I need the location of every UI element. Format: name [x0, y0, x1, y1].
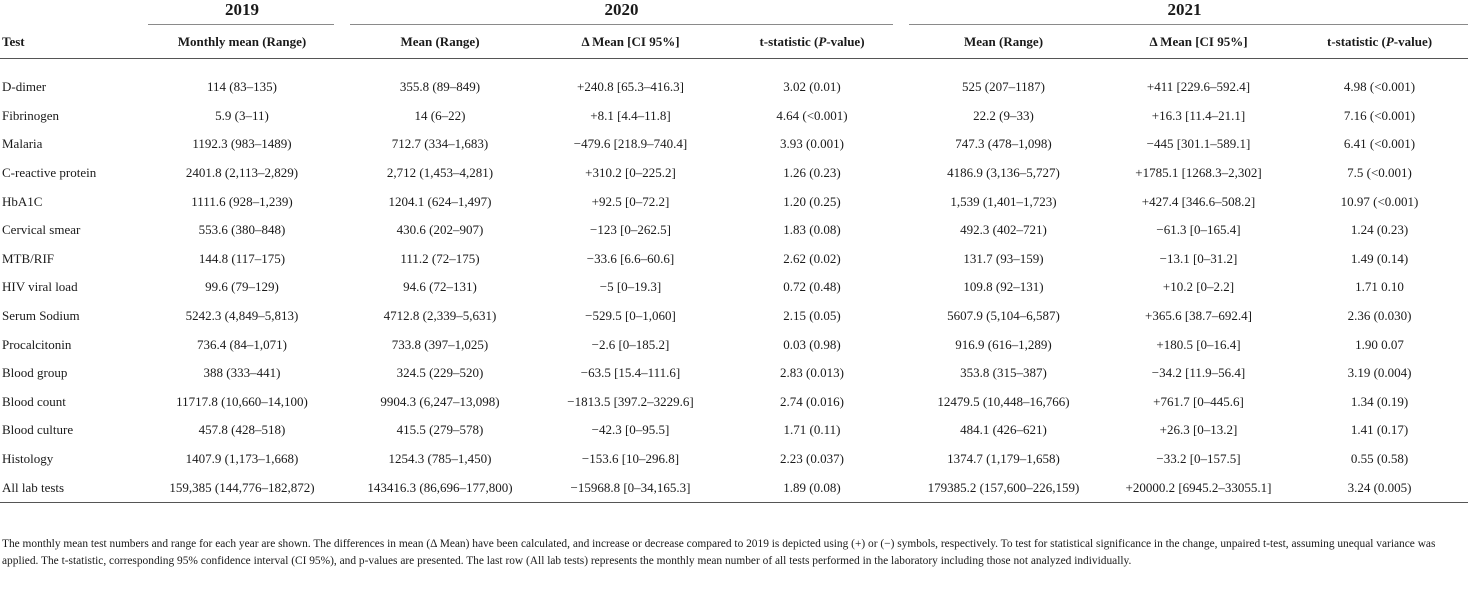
cell-2021-mean: 1374.7 (1,179–1,658)	[947, 451, 1060, 467]
cell-2019-monthly-mean: 1407.9 (1,173–1,668)	[185, 451, 299, 467]
table-row	[0, 302, 1468, 331]
header-2021-mean: Mean (Range)	[901, 26, 1106, 59]
cell-2019-monthly-mean: 457.8 (428–518)	[198, 422, 286, 438]
cell-2021-delta: −13.1 [0–31.2]	[1159, 250, 1238, 266]
cell-2020-delta: −153.6 [10–296.8]	[581, 451, 680, 467]
cell-2021-t-statistic: 10.97 (<0.001)	[1340, 193, 1419, 209]
cell-2020-delta: −15968.8 [0–34,165.3]	[538, 473, 723, 502]
cell-2021-t-statistic: 6.41 (<0.001)	[1343, 136, 1416, 152]
cell-test-name: Fibrinogen	[2, 107, 60, 123]
cell-2019-monthly-mean: 11717.8 (10,660–14,100)	[176, 393, 308, 409]
cell-2019-monthly-mean: 736.4 (84–1,071)	[197, 336, 287, 352]
cell-test-name: HbA1C	[2, 193, 43, 209]
cell-2021-t-statistic: 7.16 (<0.001)	[1343, 107, 1416, 123]
p-letter: P	[818, 34, 827, 49]
cell-2021-t-statistic: 1.71 0.10	[1355, 279, 1404, 295]
cell-2021-delta: +761.7 [0–445.6]	[1153, 393, 1244, 409]
cell-2020-t-statistic: 2.62 (0.02)	[783, 250, 841, 266]
cell-2021-mean: 1,539 (1,401–1,723)	[950, 193, 1057, 209]
cell-2020-t-statistic: 2.15 (0.05)	[783, 308, 841, 324]
year-2019-header	[142, 0, 342, 26]
cell-2020-t-statistic: 0.03 (0.98)	[783, 336, 841, 352]
cell-2021-mean: 12479.5 (10,448–16,766)	[937, 393, 1070, 409]
cell-2020-t-statistic: 1.20 (0.25)	[783, 193, 841, 209]
table-row	[0, 216, 1468, 245]
cell-2020-delta: −479.6 [218.9–740.4]	[573, 136, 688, 152]
cell-2021-delta: +16.3 [11.4–21.1]	[1151, 107, 1246, 123]
cell-2020-t-statistic: 1.26 (0.23)	[783, 165, 841, 181]
table-body	[0, 59, 1468, 503]
cell-2021-t-statistic: 1.24 (0.23)	[1350, 222, 1409, 238]
cell-2020-t-statistic: 2.83 (0.013)	[780, 365, 844, 381]
cell-test-name: All lab tests	[0, 473, 142, 502]
table-row	[0, 159, 1468, 188]
cell-2019-monthly-mean: 1192.3 (983–1489)	[192, 136, 292, 152]
cell-2021-mean: 5607.9 (5,104–6,587)	[947, 308, 1060, 324]
cell-2020-mean: 324.5 (229–520)	[396, 365, 484, 381]
table-row	[0, 330, 1468, 359]
year-2021-rule	[909, 24, 1468, 25]
cell-2021-delta: +427.4 [346.6–508.2]	[1141, 193, 1256, 209]
header-2020-delta: Δ Mean [CI 95%]	[538, 26, 723, 59]
cell-2020-mean: 1254.3 (785–1,450)	[388, 451, 492, 467]
cell-2021-mean: 179385.2 (157,600–226,159)	[901, 473, 1106, 502]
cell-2019-monthly-mean: 5242.3 (4,849–5,813)	[185, 308, 299, 324]
cell-2020-delta: −5 [0–19.3]	[599, 279, 662, 295]
cell-2020-t-statistic: 1.89 (0.08)	[723, 473, 901, 502]
cell-2020-mean: 733.8 (397–1,025)	[391, 336, 489, 352]
cell-2019-monthly-mean: 114 (83–135)	[207, 79, 277, 95]
cell-2020-mean: 712.7 (334–1,683)	[391, 136, 489, 152]
cell-2021-t-statistic: 3.24 (0.005)	[1291, 473, 1468, 502]
cell-2021-delta: +10.2 [0–2.2]	[1162, 279, 1235, 295]
cell-2021-mean: 4186.9 (3,136–5,727)	[947, 165, 1060, 181]
cell-2021-delta: +411 [229.6–592.4]	[1146, 79, 1251, 95]
cell-test-name: Cervical smear	[2, 222, 81, 238]
year-spacer	[0, 0, 142, 26]
cell-test-name: HIV viral load	[2, 279, 78, 295]
cell-2020-mean: 415.5 (279–578)	[396, 422, 484, 438]
year-header-row	[0, 0, 1468, 26]
cell-2021-delta: −445 [301.1–589.1]	[1146, 136, 1251, 152]
year-2019-rule	[148, 24, 334, 25]
cell-2020-delta: −2.6 [0–185.2]	[591, 336, 670, 352]
table-row	[0, 473, 1468, 502]
cell-2020-delta: +8.1 [4.4–11.8]	[590, 107, 671, 123]
year-2021-header	[901, 0, 1468, 26]
cell-test-name: D-dimer	[2, 79, 47, 95]
cell-2020-delta: +310.2 [0–225.2]	[585, 165, 676, 181]
cell-2021-t-statistic: 1.41 (0.17)	[1350, 422, 1409, 438]
cell-2020-t-statistic: 1.83 (0.08)	[783, 222, 841, 238]
cell-2020-t-statistic: 2.23 (0.037)	[780, 451, 844, 467]
cell-2020-t-statistic: 0.72 (0.48)	[783, 279, 841, 295]
table-row	[0, 359, 1468, 388]
cell-2019-monthly-mean: 1111.6 (928–1,239)	[191, 193, 293, 209]
cell-test-name: Blood culture	[2, 422, 74, 438]
cell-2020-t-statistic: 3.02 (0.01)	[783, 79, 841, 95]
table-row	[0, 245, 1468, 274]
cell-2020-mean: 4712.8 (2,339–5,631)	[383, 308, 497, 324]
cell-2020-mean: 355.8 (89–849)	[399, 79, 481, 95]
cell-2020-delta: −529.5 [0–1,060]	[585, 308, 676, 324]
t-prefix: t-statistic (	[1326, 34, 1386, 49]
cell-2019-monthly-mean: 99.6 (79–129)	[205, 279, 279, 295]
cell-2020-mean: 14 (6–22)	[414, 107, 466, 123]
cell-2021-mean: 22.2 (9–33)	[973, 107, 1034, 123]
cell-test-name: C-reactive protein	[2, 165, 97, 181]
cell-2019-monthly-mean: 144.8 (117–175)	[198, 250, 286, 266]
table-row	[0, 388, 1468, 417]
table-row	[0, 187, 1468, 216]
table-row	[0, 445, 1468, 474]
table-row	[0, 73, 1468, 102]
cell-2021-t-statistic: 1.34 (0.19)	[1350, 393, 1409, 409]
cell-2020-mean: 94.6 (72–131)	[403, 279, 477, 295]
table-row	[0, 416, 1468, 445]
cell-test-name: Blood count	[2, 393, 66, 409]
cell-2021-delta: +180.5 [0–16.4]	[1156, 336, 1241, 352]
t-suffix: -value)	[826, 34, 865, 49]
cell-2020-t-statistic: 3.93 (0.001)	[780, 136, 844, 152]
cell-test-name: Malaria	[2, 136, 43, 152]
cell-2021-t-statistic: 0.55 (0.58)	[1350, 451, 1409, 467]
header-test: Test	[0, 26, 142, 59]
header-2020-t	[723, 26, 901, 59]
header-2019-monthly-mean: Monthly mean (Range)	[142, 26, 342, 59]
cell-2021-delta: −34.2 [11.9–56.4]	[1151, 365, 1246, 381]
cell-test-name: Blood group	[2, 365, 68, 381]
table-footnote: The monthly mean test numbers and range for each year are shown. The differences in mean (Δ Mean) have been calculated, and increase or decrease compared to 2019 is depicted using (+) or (−) symbols, respectively. To test for statistical significance in the change, unpaired t-test, assuming unequal variance was applied. The t-statistic, corresponding 95% confidence interval (CI 95%), and p-values are presented. The last row (All lab tests) represents the monthly mean number of all tests performed in the laboratory including those not analyzed individually.	[2, 538, 1436, 567]
header-2020-mean: Mean (Range)	[342, 26, 538, 59]
cell-2021-delta: +26.3 [0–13.2]	[1159, 422, 1238, 438]
cell-2019-monthly-mean: 2401.8 (2,113–2,829)	[185, 165, 299, 181]
cell-2020-t-statistic: 2.74 (0.016)	[780, 393, 844, 409]
year-2020-header	[342, 0, 901, 26]
cell-2020-mean: 143416.3 (86,696–177,800)	[342, 473, 538, 502]
cell-2021-mean: 484.1 (426–621)	[960, 422, 1047, 438]
cell-2020-delta: −42.3 [0–95.5]	[591, 422, 670, 438]
table-row	[0, 102, 1468, 131]
cell-2021-mean: 131.7 (93–159)	[963, 250, 1044, 266]
table-row	[0, 273, 1468, 302]
cell-2021-mean: 353.8 (315–387)	[960, 365, 1047, 381]
cell-2021-mean: 525 (207–1187)	[962, 79, 1045, 95]
cell-2020-mean: 1204.1 (624–1,497)	[388, 193, 492, 209]
cell-2019-monthly-mean: 553.6 (380–848)	[198, 222, 286, 238]
cell-test-name: Histology	[2, 451, 54, 467]
cell-2020-delta: +240.8 [65.3–416.3]	[577, 79, 684, 95]
year-2019-label: 2019	[225, 0, 259, 19]
spacer-row	[0, 59, 1468, 74]
year-2021-label: 2021	[1167, 0, 1202, 19]
cell-2020-t-statistic: 1.71 (0.11)	[783, 422, 841, 438]
cell-2020-t-statistic: 4.64 (<0.001)	[776, 107, 848, 123]
cell-2021-delta: −33.2 [0–157.5]	[1156, 451, 1241, 467]
cell-2020-delta: −1813.5 [397.2–3229.6]	[567, 393, 694, 409]
cell-2021-t-statistic: 1.49 (0.14)	[1350, 250, 1409, 266]
cell-2021-mean: 109.8 (92–131)	[963, 279, 1044, 295]
year-2020-label: 2020	[604, 0, 639, 19]
cell-test-name: Procalcitonin	[2, 336, 72, 352]
cell-test-name: Serum Sodium	[2, 308, 80, 324]
cell-2021-t-statistic: 2.36 (0.030)	[1347, 308, 1412, 324]
cell-2021-delta: +20000.2 [6945.2–33055.1]	[1106, 473, 1291, 502]
cell-2020-delta: −63.5 [15.4–111.6]	[580, 365, 681, 381]
header-2021-delta: Δ Mean [CI 95%]	[1106, 26, 1291, 59]
cell-2020-mean: 2,712 (1,453–4,281)	[386, 165, 494, 181]
cell-2019-monthly-mean: 388 (333–441)	[203, 365, 281, 381]
cell-2020-mean: 430.6 (202–907)	[396, 222, 484, 238]
cell-2021-t-statistic: 3.19 (0.004)	[1347, 365, 1412, 381]
p-letter: P	[1385, 34, 1394, 49]
cell-2021-mean: 916.9 (616–1,289)	[955, 336, 1052, 352]
cell-2020-delta: −33.6 [6.6–60.6]	[586, 250, 675, 266]
cell-2021-delta: +365.6 [38.7–692.4]	[1145, 308, 1253, 324]
cell-2021-delta: −61.3 [0–165.4]	[1156, 222, 1241, 238]
t-suffix: -value)	[1393, 34, 1433, 49]
cell-2021-t-statistic: 1.90 0.07	[1355, 336, 1404, 352]
cell-2019-monthly-mean: 5.9 (3–11)	[215, 107, 269, 123]
table-row	[0, 130, 1468, 159]
cell-2021-t-statistic: 7.5 (<0.001)	[1347, 165, 1412, 181]
cell-2020-delta: −123 [0–262.5]	[590, 222, 671, 238]
cell-2020-mean: 111.2 (72–175)	[400, 250, 480, 266]
cell-2019-monthly-mean: 159,385 (144,776–182,872)	[142, 473, 342, 502]
cell-2020-delta: +92.5 [0–72.2]	[591, 193, 670, 209]
t-prefix: t-statistic (	[759, 34, 819, 49]
year-2020-rule	[350, 24, 893, 25]
cell-2021-mean: 492.3 (402–721)	[960, 222, 1047, 238]
header-2021-t	[1291, 26, 1468, 59]
column-header-row	[0, 26, 1468, 59]
cell-2021-t-statistic: 4.98 (<0.001)	[1343, 79, 1416, 95]
cell-2021-delta: +1785.1 [1268.3–2,302]	[1135, 165, 1262, 181]
cell-2020-mean: 9904.3 (6,247–13,098)	[380, 393, 500, 409]
cell-2021-mean: 747.3 (478–1,098)	[955, 136, 1052, 152]
cell-test-name: MTB/RIF	[2, 250, 55, 266]
